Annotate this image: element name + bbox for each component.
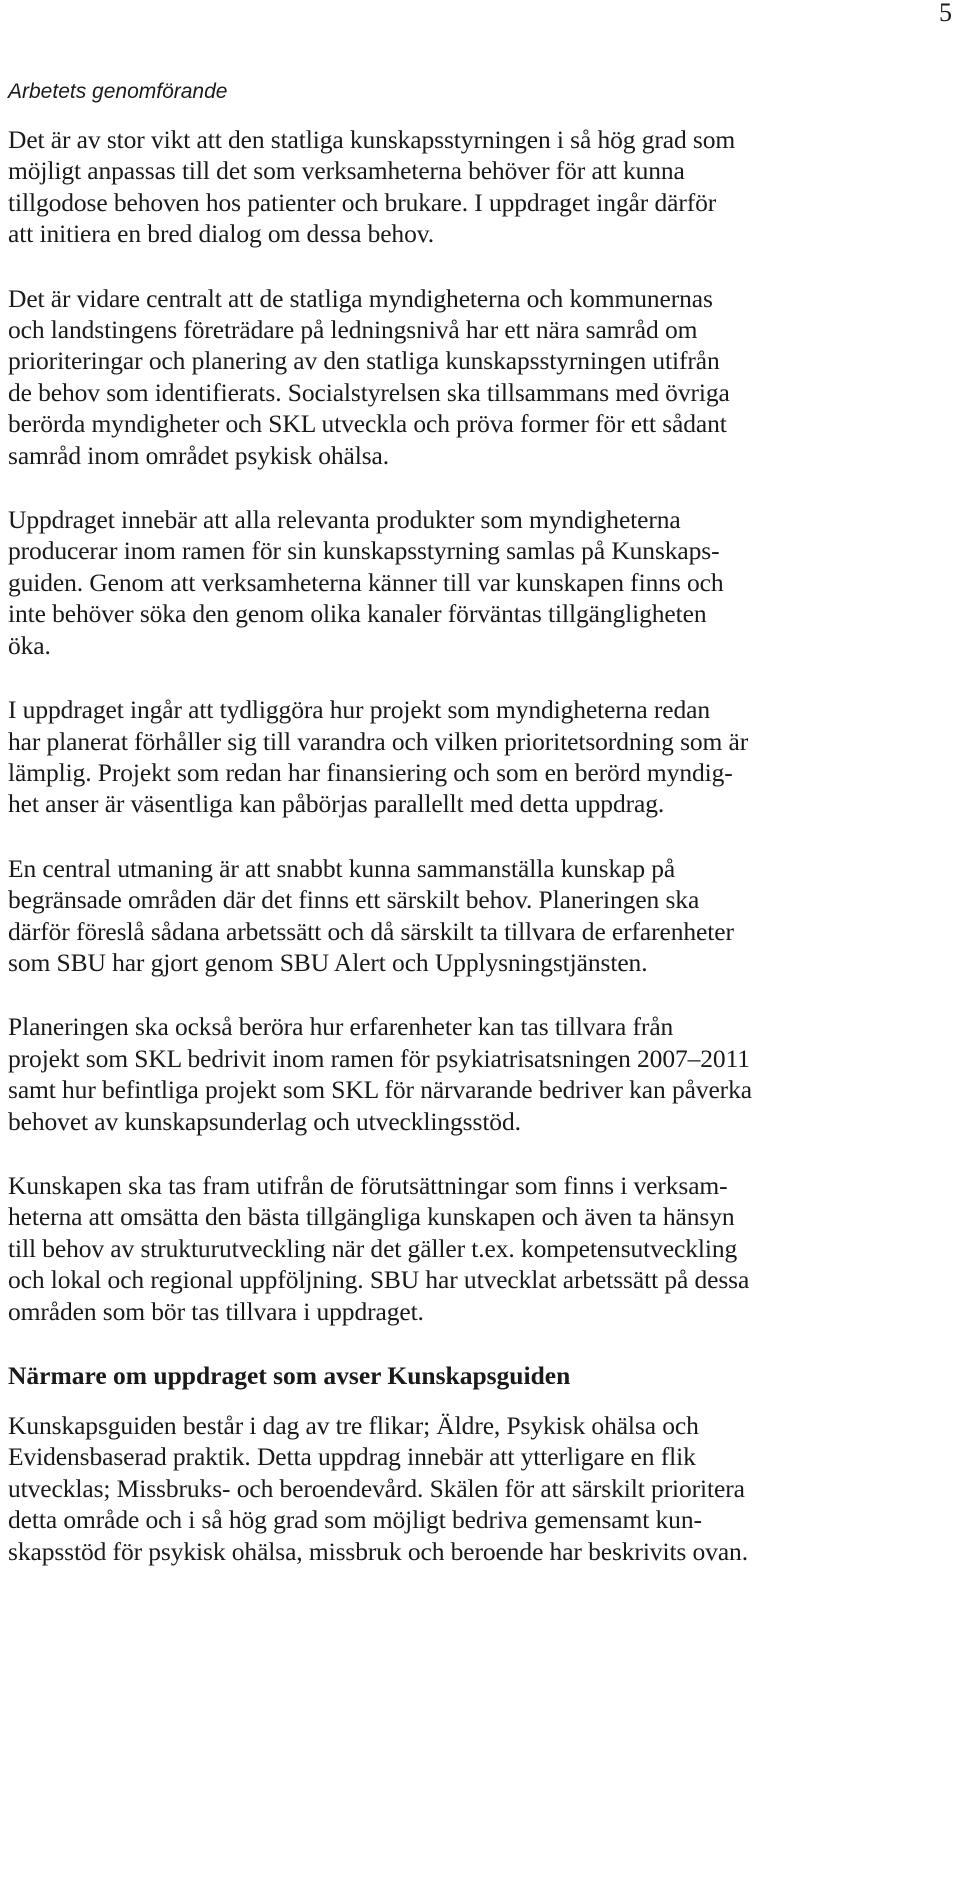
text-line: och landstingens företrädare på ledningsnivå har ett nära samråd om	[8, 315, 698, 345]
text-line: utvecklas; Missbruks- och beroendevård. Skälen för att särskilt prioritera	[8, 1473, 745, 1503]
document-body	[8, 78, 954, 1600]
text-line: öka.	[8, 630, 51, 660]
text-line: att initiera en bred dialog om dessa behov.	[8, 219, 435, 249]
text-line: En central utmaning är att snabbt kunna sammanställa kunskap på	[8, 853, 676, 883]
paragraph-4	[8, 694, 954, 820]
text-line: Det är vidare centralt att de statliga myndigheterna och kommunernas	[8, 283, 713, 313]
text-line: projekt som SKL bedrivit inom ramen för psykiatrisatsningen 2007–2011	[8, 1043, 750, 1073]
text-line: Planeringen ska också beröra hur erfarenheter kan tas tillvara från	[8, 1012, 674, 1042]
text-line: samråd inom området psykisk ohälsa.	[8, 440, 390, 470]
paragraph-6	[8, 1011, 954, 1137]
text-line: Evidensbaserad praktik. Detta uppdrag innebär att ytterligare en flik	[8, 1442, 696, 1472]
text-line: inte behöver söka den genom olika kanaler förväntas tillgängligheten	[8, 599, 707, 629]
paragraph-2	[8, 283, 954, 471]
text-line: heterna att omsätta den bästa tillgängliga kunskapen och även ta hänsyn	[8, 1202, 735, 1232]
text-line: skapsstöd för psykisk ohälsa, missbruk och beroende har beskrivits ovan.	[8, 1536, 748, 1566]
text-line: Kunskapsguiden består i dag av tre flikar; Äldre, Psykisk ohälsa och	[8, 1411, 699, 1440]
text-line: I uppdraget ingår att tydliggöra hur projekt som myndigheterna redan	[8, 695, 711, 725]
text-line: behovet av kunskapsunderlag och utvecklingsstöd.	[8, 1106, 521, 1136]
text-line: guiden. Genom att verksamheterna känner till var kunskapen finns och	[8, 567, 724, 597]
paragraph-1	[8, 124, 954, 250]
text-line: Det är av stor vikt att den statliga kunskapsstyrningen i så hög grad som	[8, 125, 736, 154]
text-line: het anser är väsentliga kan påbörjas parallellt med detta uppdrag.	[8, 789, 665, 819]
text-line: som SBU har gjort genom SBU Alert och Upplysningstjänsten.	[8, 947, 648, 977]
text-line: producerar inom ramen för sin kunskapsstyrning samlas på Kunskaps-	[8, 536, 720, 566]
paragraph-5	[8, 853, 954, 979]
subheading: Närmare om uppdraget som avser Kunskapsguiden	[8, 1361, 571, 1390]
text-line: de behov som identifierats. Socialstyrelsen ska tillsammans med övriga	[8, 377, 730, 407]
section-heading: Arbetets genomförande	[8, 80, 228, 103]
text-line: samt hur befintliga projekt som SKL för närvarande bedriver kan påverka	[8, 1075, 752, 1105]
paragraph-3	[8, 504, 954, 661]
paragraph-7	[8, 1170, 954, 1327]
text-line: lämplig. Projekt som redan har finansiering och som en berörd myndig-	[8, 757, 733, 787]
text-line: områden som bör tas tillvara i uppdraget.	[8, 1296, 424, 1326]
text-line: och lokal och regional uppföljning. SBU har utvecklat arbetssätt på dessa	[8, 1265, 750, 1295]
text-line: detta område och i så hög grad som möjligt bedriva gemensamt kun-	[8, 1505, 702, 1535]
text-line: till behov av strukturutveckling när det gäller t.ex. kompetensutveckling	[8, 1233, 738, 1263]
text-line: berörda myndigheter och SKL utveckla och pröva former för ett sådant	[8, 409, 727, 439]
text-line: begränsade områden där det finns ett särskilt behov. Planeringen ska	[8, 885, 700, 915]
paragraph-final	[8, 1410, 954, 1567]
text-line: har planerat förhåller sig till varandra och vilken prioritetsordning som är	[8, 726, 749, 756]
text-line: tillgodose behoven hos patienter och brukare. I uppdraget ingår därför	[8, 187, 717, 217]
text-line: möjligt anpassas till det som verksamheterna behöver för att kunna	[8, 156, 685, 186]
text-line: Uppdraget innebär att alla relevanta produkter som myndigheterna	[8, 505, 681, 535]
page-number: 5	[939, 0, 952, 27]
text-line: prioriteringar och planering av den statliga kunskapsstyrningen utifrån	[8, 346, 720, 376]
text-line: därför föreslå sådana arbetssätt och då särskilt ta tillvara de erfarenheter	[8, 916, 734, 946]
text-line: Kunskapen ska tas fram utifrån de förutsättningar som finns i verksam-	[8, 1170, 728, 1200]
